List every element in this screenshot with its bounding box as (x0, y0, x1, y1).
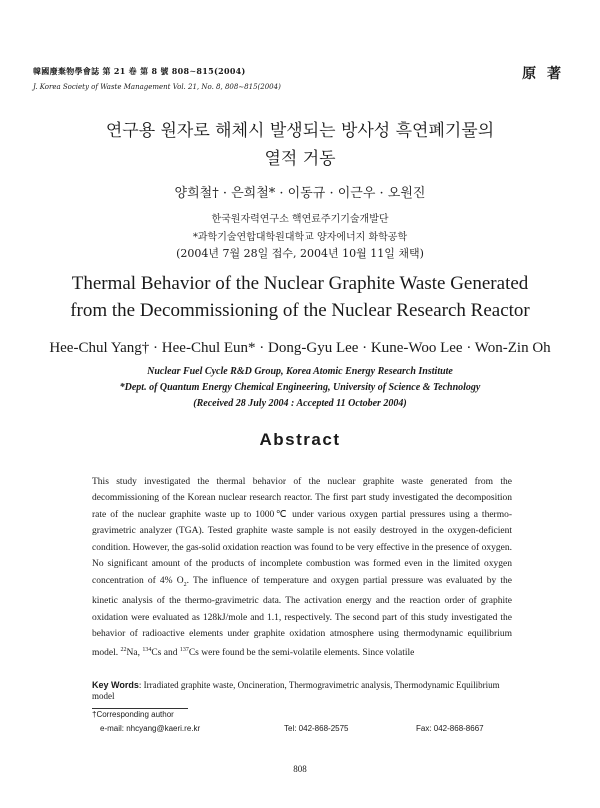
footnote-fax: Fax: 042-868-8667 (416, 724, 484, 733)
cs134-symbol: Cs and (151, 648, 180, 659)
korean-affiliation-2: *과학기술연합대학원대학교 양자에너지 화학공학 (192, 232, 408, 243)
keywords (92, 680, 512, 702)
korean-affiliation-1: 한국원자력연구소 핵연료주기기술개발단 (211, 214, 389, 225)
english-affiliation-2: *Dept. of Quantum Energy Chemical Engineering, University of Science & Technology (119, 382, 481, 393)
korean-title-line2: 열적 거동 (264, 149, 336, 169)
page-number: 808 (293, 764, 307, 774)
o2-subscript: 2 (183, 581, 187, 588)
korean-dates: (2004년 7월 28일 접수, 2004년 10월 11일 채택) (176, 247, 424, 260)
na-symbol: Na, (126, 648, 143, 659)
keywords-values: : Irradiated graphite waste, Oncineration, Thermogravimetric analysis, Thermodynamic Equilibrium model (92, 680, 500, 701)
journal-header-korean: 韓國廢棄物學會誌 第 21 卷 第 8 號 808∼815(2004) (33, 66, 246, 76)
cs134-mass-number: 134 (142, 647, 152, 654)
english-authors: Hee-Chul Yang† · Hee-Chul Eun* · Dong-Gyu Lee · Kune-Woo Lee · Won-Zin Oh (49, 340, 551, 356)
english-dates: (Received 28 July 2004 : Accepted 11 October 2004) (193, 398, 407, 409)
korean-title-line1: 연구용 원자로 해체시 발생되는 방사성 흑연폐기물의 (105, 121, 495, 141)
abstract-text-part2: . The influence of temperature and oxygen partial pressure was evaluated by the kinetic analysis of the thermo-gravimetric data. The activation energy and the reaction order of graphite oxidation were evaluated as 128kJ/mole and 1.1, respectively. The second part of this study investigated the behavior of radioactive elements under graphite oxidation atmosphere using thermodynamic equilibrium model. (92, 575, 513, 659)
cs137-mass-number: 137 (179, 647, 189, 654)
journal-header-english: J. Korea Society of Waste Management Vol. 21, No. 8, 808∼815(2004) (33, 83, 281, 91)
abstract-body (92, 474, 512, 662)
keywords-label: Key Words (92, 680, 139, 690)
footnote-divider (92, 708, 188, 709)
na-mass-number: 22 (120, 647, 127, 654)
footnote-tel: Tel: 042-868-2575 (284, 724, 349, 733)
korean-authors: 양희철† · 은희철* · 이동규 · 이근우 · 오원진 (174, 186, 426, 201)
footnote-email: e-mail: nhcyang@kaeri.re.kr (100, 724, 201, 733)
english-title-line2: from the Decommissioning of the Nuclear Research Reactor (70, 300, 530, 321)
footnote-corresponding-author: †Corresponding author (92, 710, 174, 719)
abstract-heading: Abstract (259, 430, 341, 449)
english-title-line1: Thermal Behavior of the Nuclear Graphite Waste Generated (71, 273, 529, 294)
abstract-text-part1: This study investigated the thermal behavior of the nuclear graphite waste generated from the decommissioning of the Korean nuclear research reactor. The first part study investigated the decomposition rate of the nuclear graphite waste up to 1000℃ under various oxygen partial pressures using a thermo-gravimetric analyzer (TGA). Tested graphite waste sample is not easily destroyed in the oxygen-deficient condition. However, the gas-solid oxidation reaction was found to be very effective in the presence of oxygen. No significant amount of the products of incomplete combustion was formed even in the limited oxygen concentration of 4% O (92, 477, 512, 586)
english-affiliation-1: Nuclear Fuel Cycle R&D Group, Korea Atomic Energy Research Institute (147, 366, 453, 377)
article-type-label: 原 著 (522, 66, 564, 82)
abstract-text-part3: Cs were found be the semi-volatile elements. Since volatile (188, 648, 415, 659)
